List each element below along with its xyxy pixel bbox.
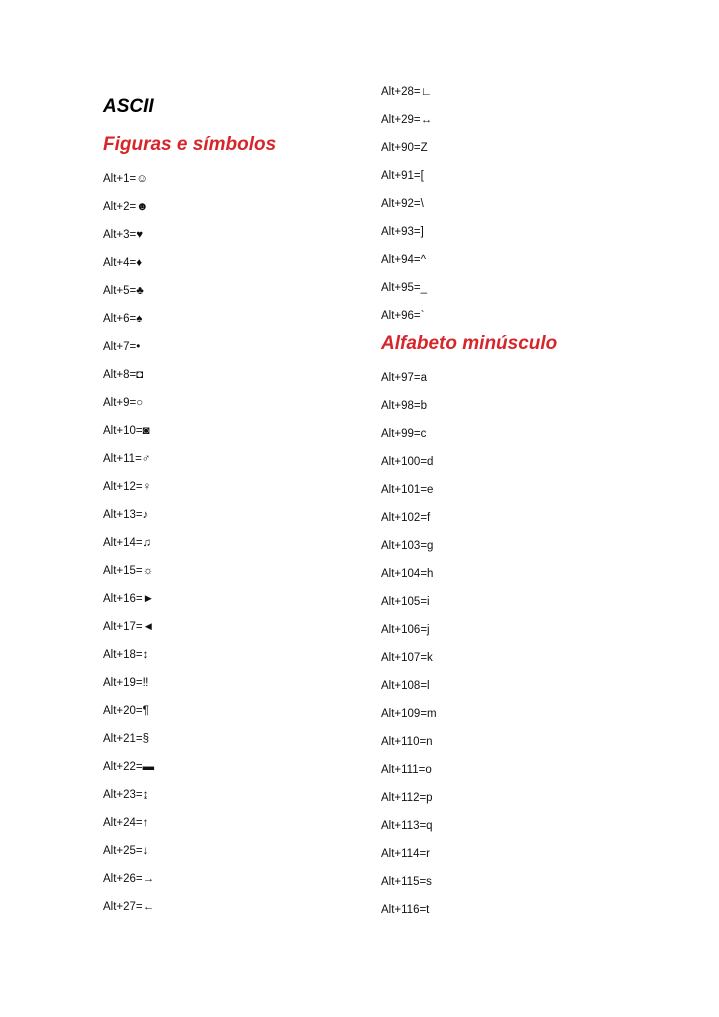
alt-code-entry: Alt+17=◄ <box>103 621 155 633</box>
alt-code-entry: Alt+91=[ <box>381 170 424 182</box>
alt-code-entry: Alt+1=☺ <box>103 173 148 185</box>
right-column <box>381 84 681 930</box>
alt-code-entry: Alt+29=↔ <box>381 114 433 126</box>
alt-code-entry: Alt+19=‼ <box>103 677 149 689</box>
alt-code-entry: Alt+112=p <box>381 792 433 804</box>
alt-code-entry: Alt+28=∟ <box>381 86 432 98</box>
alt-code-entry: Alt+5=♣ <box>103 285 144 297</box>
alt-code-entry: Alt+100=d <box>381 456 434 468</box>
alt-code-entry: Alt+7=• <box>103 341 141 353</box>
alt-code-entry: Alt+16=► <box>103 593 155 605</box>
alt-code-entry: Alt+24=↑ <box>103 817 149 829</box>
alt-code-entry: Alt+99=c <box>381 428 427 440</box>
alt-code-entry: Alt+109=m <box>381 708 437 720</box>
alt-code-entry: Alt+13=♪ <box>103 509 149 521</box>
alt-code-entry: Alt+25=↓ <box>103 845 149 857</box>
section-heading-lowercase: Alfabeto minúsculo <box>381 333 558 354</box>
alt-code-entry: Alt+10=◙ <box>103 425 150 437</box>
alt-code-entry: Alt+9=○ <box>103 397 144 409</box>
alt-code-entry: Alt+15=☼ <box>103 565 154 577</box>
alt-code-entry: Alt+96=` <box>381 310 425 322</box>
alt-code-entry: Alt+8=◘ <box>103 369 144 381</box>
alt-code-entry: Alt+22=▬ <box>103 761 155 773</box>
right-entry-list-top <box>381 84 681 336</box>
alt-code-entry: Alt+3=♥ <box>103 229 144 241</box>
alt-code-entry: Alt+114=r <box>381 848 431 860</box>
alt-code-entry: Alt+2=☻ <box>103 201 149 213</box>
left-entry-list <box>103 171 403 927</box>
alt-code-entry: Alt+102=f <box>381 512 431 524</box>
alt-code-entry: Alt+18=↕ <box>103 649 149 661</box>
alt-code-entry: Alt+110=n <box>381 736 433 748</box>
alt-code-entry: Alt+94=^ <box>381 254 427 266</box>
alt-code-entry: Alt+11=♂ <box>103 453 151 465</box>
alt-code-entry: Alt+20=¶ <box>103 705 149 717</box>
alt-code-entry: Alt+98=b <box>381 400 428 412</box>
alt-code-entry: Alt+95=_ <box>381 282 428 294</box>
alt-code-entry: Alt+111=o <box>381 764 432 776</box>
alt-code-entry: Alt+26=→ <box>103 873 155 885</box>
alt-code-entry: Alt+6=♠ <box>103 313 143 325</box>
page-title: ASCII <box>103 96 154 117</box>
alt-code-entry: Alt+104=h <box>381 568 434 580</box>
alt-code-entry: Alt+4=♦ <box>103 257 143 269</box>
alt-code-entry: Alt+97=a <box>381 372 428 384</box>
alt-code-entry: Alt+12=♀ <box>103 481 152 493</box>
alt-code-entry: Alt+106=j <box>381 624 430 636</box>
alt-code-entry: Alt+108=l <box>381 680 430 692</box>
alt-code-entry: Alt+105=i <box>381 596 430 608</box>
alt-code-entry: Alt+113=q <box>381 820 433 832</box>
alt-code-entry: Alt+93=] <box>381 226 424 238</box>
alt-code-entry: Alt+107=k <box>381 652 433 664</box>
alt-code-entry: Alt+21=§ <box>103 733 150 745</box>
right-entry-list-bottom <box>381 370 681 930</box>
alt-code-entry: Alt+103=g <box>381 540 434 552</box>
left-column <box>103 95 403 927</box>
alt-code-entry: Alt+90=Z <box>381 142 428 154</box>
alt-code-entry: Alt+27=← <box>103 901 155 913</box>
alt-code-entry: Alt+116=t <box>381 904 430 916</box>
alt-code-entry: Alt+115=s <box>381 876 432 888</box>
section-heading-figures: Figuras e símbolos <box>103 134 277 155</box>
alt-code-entry: Alt+92=\ <box>381 198 424 210</box>
alt-code-entry: Alt+14=♫ <box>103 537 152 549</box>
alt-code-entry: Alt+101=e <box>381 484 434 496</box>
alt-code-entry: Alt+23=↨ <box>103 789 149 801</box>
